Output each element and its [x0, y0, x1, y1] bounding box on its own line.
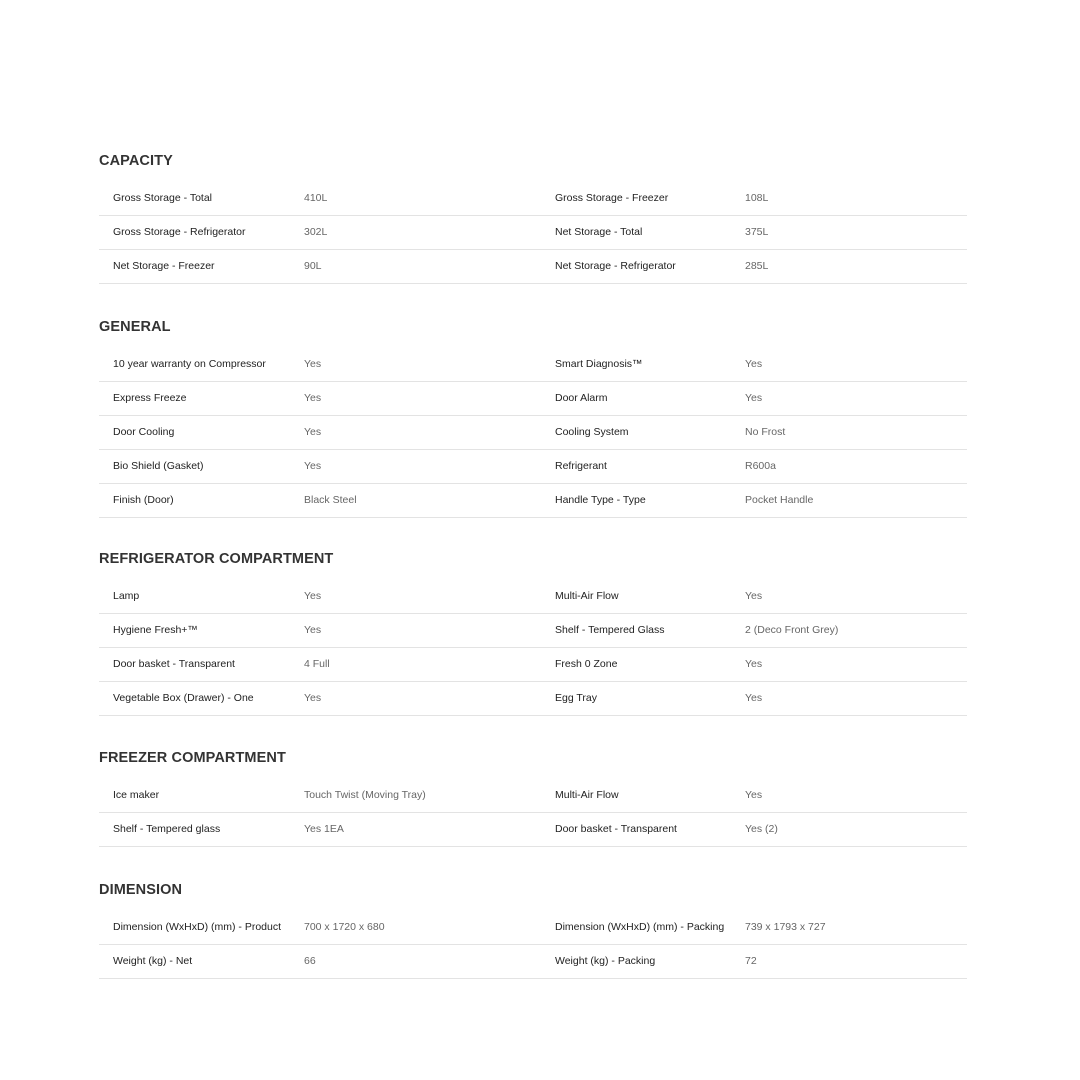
spec-value: 375L	[745, 226, 769, 238]
spec-row	[99, 614, 967, 648]
spec-value: Yes (2)	[745, 823, 778, 835]
section-dimension	[99, 879, 967, 979]
spec-value: 72	[745, 955, 757, 967]
spec-label: Smart Diagnosis™	[555, 358, 643, 370]
spec-label: Multi-Air Flow	[555, 789, 619, 801]
spec-value: Yes	[745, 358, 763, 370]
spec-row	[99, 348, 967, 382]
spec-value: 410L	[304, 192, 328, 204]
spec-value: Yes	[304, 624, 322, 636]
spec-row	[99, 779, 967, 813]
spec-label: Gross Storage - Total	[113, 192, 213, 204]
spec-label: Dimension (WxHxD) (mm) - Product	[113, 921, 282, 933]
spec-value: 90L	[304, 260, 322, 272]
spec-value: 2 (Deco Front Grey)	[745, 624, 839, 636]
spec-row	[99, 250, 967, 284]
spec-value: 302L	[304, 226, 328, 238]
spec-value: 66	[304, 955, 316, 967]
spec-label: Net Storage - Freezer	[113, 260, 215, 272]
spec-label: Net Storage - Refrigerator	[555, 260, 676, 272]
spec-label: Ice maker	[113, 789, 160, 801]
spec-value: Yes 1EA	[304, 823, 344, 835]
spec-row	[99, 182, 967, 216]
section-title: CAPACITY	[99, 153, 173, 169]
spec-value: Pocket Handle	[745, 494, 814, 506]
spec-value: Yes	[304, 590, 322, 602]
spec-label: Lamp	[113, 590, 140, 602]
spec-value: 4 Full	[304, 658, 330, 670]
spec-row	[99, 945, 967, 979]
spec-row	[99, 216, 967, 250]
spec-value: Yes	[745, 789, 763, 801]
spec-label: Vegetable Box (Drawer) - One	[113, 692, 254, 704]
spec-row	[99, 648, 967, 682]
spec-label: Shelf - Tempered Glass	[555, 624, 665, 636]
spec-label: Egg Tray	[555, 692, 598, 704]
spec-value: Yes	[304, 426, 322, 438]
section-refrigerator-compartment	[99, 548, 967, 716]
spec-label: Multi-Air Flow	[555, 590, 619, 602]
spec-label: Express Freeze	[113, 392, 187, 404]
spec-row	[99, 416, 967, 450]
spec-label: Cooling System	[555, 426, 629, 438]
spec-value: 108L	[745, 192, 769, 204]
section-title: GENERAL	[99, 319, 171, 335]
spec-row	[99, 484, 967, 518]
section-freezer-compartment	[99, 747, 967, 847]
section-general	[99, 316, 967, 518]
spec-value: Yes	[304, 460, 322, 472]
section-title: FREEZER COMPARTMENT	[99, 750, 286, 766]
spec-label: Gross Storage - Freezer	[555, 192, 669, 204]
spec-row	[99, 813, 967, 847]
spec-label: Weight (kg) - Packing	[555, 955, 656, 967]
spec-value: No Frost	[745, 426, 786, 438]
spec-row	[99, 682, 967, 716]
spec-label: Handle Type - Type	[555, 494, 646, 506]
spec-label: 10 year warranty on Compressor	[113, 358, 266, 370]
spec-value: Yes	[745, 392, 763, 404]
spec-row	[99, 450, 967, 484]
spec-value: Yes	[304, 358, 322, 370]
spec-label: Fresh 0 Zone	[555, 658, 618, 670]
spec-label: Refrigerant	[555, 460, 607, 472]
spec-value: 700 x 1720 x 680	[304, 921, 385, 933]
spec-label: Finish (Door)	[113, 494, 174, 506]
spec-value: 285L	[745, 260, 769, 272]
spec-value: Yes	[304, 692, 322, 704]
spec-label: Door Alarm	[555, 392, 608, 404]
section-title: DIMENSION	[99, 882, 183, 898]
spec-label: Hygiene Fresh+™	[113, 624, 198, 636]
spec-label: Shelf - Tempered glass	[113, 823, 221, 835]
spec-value: 739 x 1793 x 727	[745, 921, 826, 933]
spec-row	[99, 911, 967, 945]
spec-label: Door basket - Transparent	[113, 658, 235, 670]
spec-value: Black Steel	[304, 494, 357, 506]
spec-value: R600a	[745, 460, 776, 472]
spec-value: Yes	[745, 658, 763, 670]
spec-row	[99, 580, 967, 614]
spec-label: Weight (kg) - Net	[113, 955, 193, 967]
spec-label: Dimension (WxHxD) (mm) - Packing	[555, 921, 725, 933]
spec-label: Door basket - Transparent	[555, 823, 677, 835]
spec-value: Yes	[745, 590, 763, 602]
spec-row	[99, 382, 967, 416]
spec-label: Gross Storage - Refrigerator	[113, 226, 246, 238]
spec-label: Door Cooling	[113, 426, 175, 438]
spec-value: Yes	[745, 692, 763, 704]
section-title: REFRIGERATOR COMPARTMENT	[99, 551, 334, 567]
spec-value: Yes	[304, 392, 322, 404]
spec-label: Bio Shield (Gasket)	[113, 460, 204, 472]
section-capacity	[99, 150, 967, 284]
spec-value: Touch Twist (Moving Tray)	[304, 789, 426, 801]
spec-label: Net Storage - Total	[555, 226, 643, 238]
